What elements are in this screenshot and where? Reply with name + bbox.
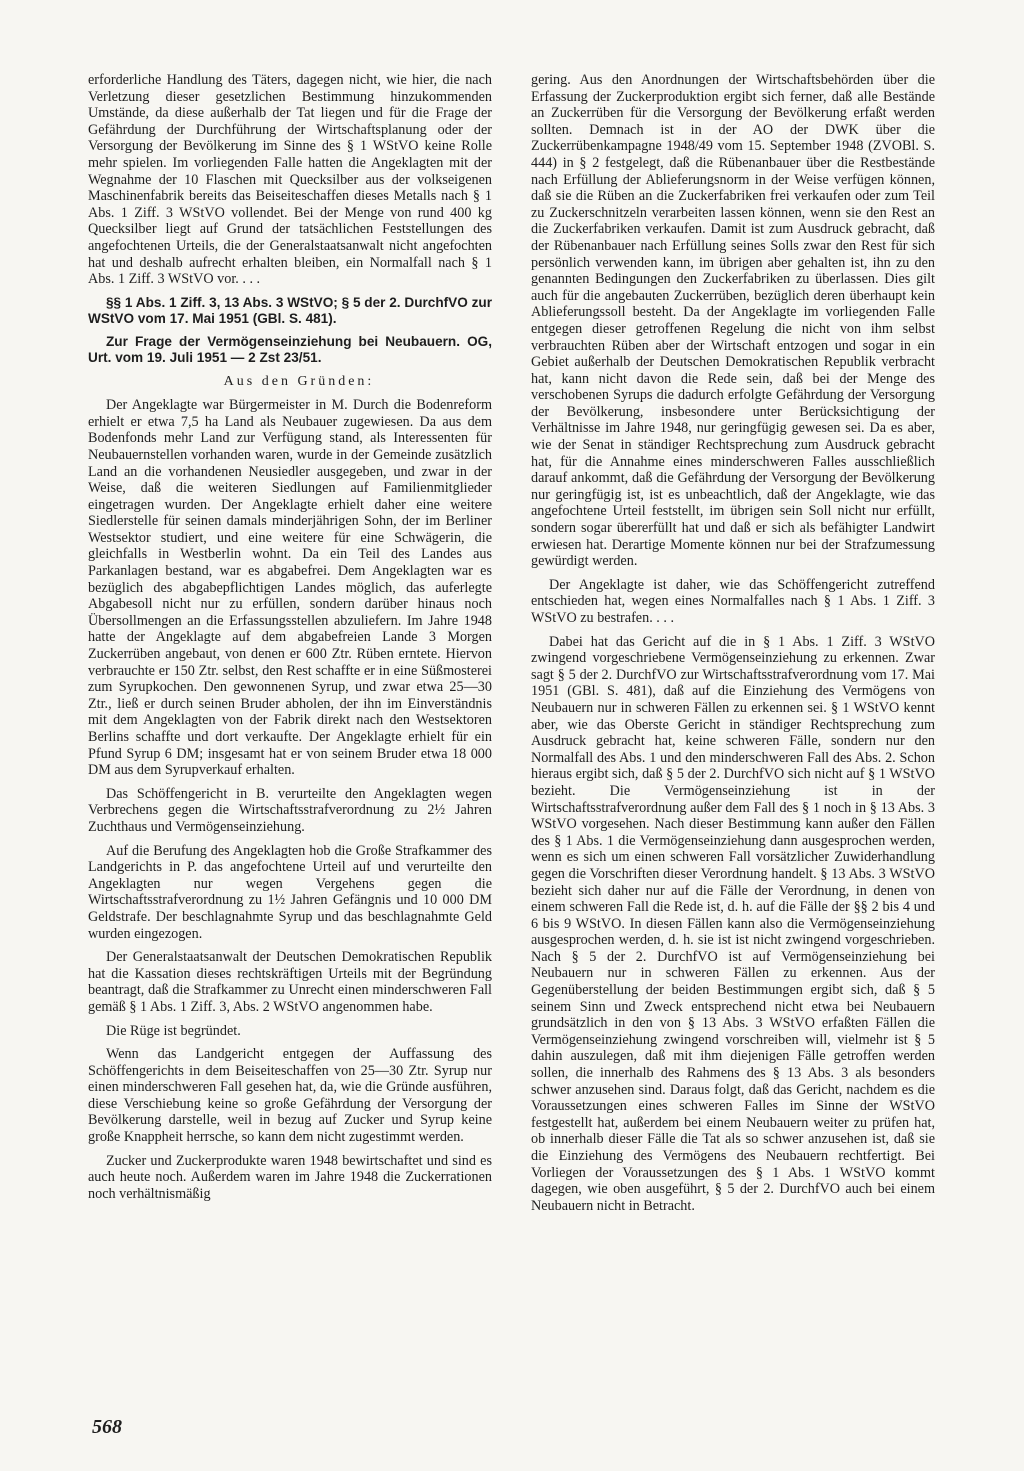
paragraph-intro: erforderliche Handlung des Täters, dagegen nicht, wie hier, die nach Verletzung dieser gesetzlichen Bestimmung hinzukommenden Umstände, da diese außerhalb der Tat liegen und für die Frage der Gefährdung der Durchführung der Wirtschaftsplanung oder der Versorgung der Bevölkerung im Sinne des § 1 WStVO keine Rolle mehr spielen. Im vorliegenden Falle hatten die Angeklagten mit der Wegnahme der 10 Flaschen mit Quecksilber aus der volkseigenen Maschinenfabrik bereits das Beiseiteschaffen dieses Metalls nach § 1 Abs. 1 Ziff. 3 WStVO vollendet. Bei der Menge von rund 400 kg Quecksilber liegt auf Grund der tatsächlichen Feststellungen des angefochtenen Urteils, die der Generalstaatsanwalt nicht angefochten hat und deshalb aufrecht erhalten bleiben, ein Normalfall nach § 1 Abs. 1 Ziff. 3 WStVO vor. . . . — [88, 72, 492, 288]
grounds-heading: Aus den Gründen: — [223, 373, 375, 389]
paragraph-continuation: gering. Aus den Anordnungen der Wirtschaftsbehörden über die Erfassung der Zuckerproduktion ergibt sich ferner, daß alle Bestände an Zuckerrüben für die Versorgung der Bevölkerung erfaßt werden sollten. Demnach ist in der AO der DWK über die Zuckerrübenkampagne 1948/49 vom 15. September 1948 (ZVOBl. S. 444) in § 2 festgelegt, daß die Rübenanbauer über die Restbestände nach Erfüllung der Ablieferungsnorm in der Weise verfügen können, daß sie die Rüben an die Zuckerfabriken frei verkaufen oder zum Teil zu Zuckerschnitzeln verarbeiten lassen können, wenn sie den Rest an die Zuckerfabriken verkaufen. Damit ist zum Ausdruck gebracht, daß der Rübenanbauer nach Erfüllung seines Solls zwar den Rest für sich persönlich verwenden kann, im übrigen aber gehalten ist, ihn zu den genannten Bedingungen den Zuckerfabriken zu überlassen. Dies gilt auch für die angebauten Zuckerrüben, bezüglich deren überhaupt kein Ablieferungssoll besteht. Da der Angeklagte im vorliegenden Falle entgegen dieser getroffenen Regelung die nicht von ihm selbst verbrauchten Rüben aber der Wirtschaft entzogen und sogar in ein Gebiet außerhalb der Deutschen Demokratischen Republik verbracht hat, kann nicht davon die Rede sein, daß bei der Menge des verschobenen Syrups die dadurch erfolgte Gefährdung der Versorgung der Bevölkerung, insbesondere unter Berücksichtigung der Verhältnisse im Jahre 1948, nur geringfügig gewesen sei. Da es aber, wie der Senat in ständiger Rechtsprechung zum Ausdruck gebracht hat, für die Annahme eines minderschweren Falles ausschließlich darauf ankommt, daß die Gefährdung der Versorgung der Bevölkerung nur geringfügig ist, ist es unbeachtlich, daß der Angeklagte, wie das angefochtene Urteil feststellt, im übrigen sein Soll nicht nur erfüllt, sondern sogar übererfüllt hat und daß er sich als befähigter Landwirt erwiesen hat. Derartige Momente können nur bei der Strafzumessung gewürdigt werden. — [531, 72, 935, 570]
paragraph-complaint: Die Rüge ist begründet. — [106, 1022, 241, 1039]
paragraph-reasoning: Wenn das Landgericht entgegen der Auffassung des Schöffengerichts in dem Beiseiteschaffen von 25—30 Ztr. Syrup nur einen minderschweren Fall gesehen hat, da, wie die Gründe ausführen, diese Verschiebung keine so große Gefährdung der Versorgung der Bevölkerung darstelle, weil in bezug auf Zucker und Syrup keine große Knappheit herrsche, so kann dem nicht zugestimmt werden. — [88, 1046, 492, 1146]
paragraph-confiscation: Dabei hat das Gericht auf die in § 1 Abs. 1 Ziff. 3 WStVO zwingend vorgeschriebene Vermögenseinziehung zu erkennen. Zwar sagt § 5 der 2. DurchfVO zur Wirtschaftsstrafverordnung vom 17. Mai 1951 (GBl. S. 481), daß auf die Einziehung des Vermögens von Neubauern nur in schweren Fällen zu erkennen sei. § 1 WStVO kennt aber, wie das Oberste Gericht in ständiger Rechtsprechung zum Ausdruck gebracht hat, keine schweren Fälle, sondern nur den Normalfall des Abs. 1 und den minderschweren Fall des Abs. 2. Schon hieraus ergibt sich, daß § 5 der 2. DurchfVO sich nicht auf § 1 WStVO bezieht. Die Vermögenseinziehung ist in der Wirtschaftsstrafverordnung außer dem Fall des § 1 noch in § 13 Abs. 3 WStVO vorgesehen. Nach dieser Bestimmung kann außer den Fällen des § 1 Abs. 1 die Vermögenseinziehung dann ausgesprochen werden, wenn es sich um einen schweren Fall vorsätzlicher Zuwiderhandlung gegen die Vorschriften dieser Verordnung handelt. § 13 Abs. 3 WStVO bezieht sich daher nur auf die Fälle der Verordnung, in denen von einem schweren Fall die Rede ist, d. h. auf die Fälle der §§ 2 bis 4 und 6 bis 9 WStVO. In diesen Fällen kann also die Vermögenseinziehung ausgesprochen werden, d. h. sie ist ist nicht zwingend vorgeschrieben. Nach § 5 der 2. DurchfVO ist auf Vermögenseinziehung bei Neubauern nur in schweren Fällen zu erkennen. Aus der Gegenüberstellung der beiden Bestimmungen ergibt sich, daß § 5 seinem Sinn und Zweck entsprechend nicht etwa bei Neubauern grundsätzlich in den von § 13 Abs. 3 WStVO erfaßten Fällen die Vermögenseinziehung zwingend vorschreiben will, vielmehr ist § 5 dahin auszulegen, daß mit ihm diejenigen Fälle getroffen werden sollen, die innerhalb des Rahmens des § 13 Abs. 3 als besonders schwer anzusehen sind. Daraus folgt, daß das Gericht, nachdem es die Voraussetzungen eines schweren Falles im Sinne der WStVO festgestellt hat, außerdem bei einem Neubauern weiter zu prüfen hat, ob innerhalb dieser Fälle die Tat als so schwer anzusehen ist, daß sie die Einziehung des Vermögens des Neubauern rechtfertigt. Bei Vorliegen der Voraussetzungen des § 1 Abs. 1 WStVO kommt dagegen, wie oben ausgeführt, § 5 der 2. DurchfVO auch bei einem Neubauern nicht in Betracht. — [531, 633, 935, 1214]
paragraph-cassation: Der Generalstaatsanwalt der Deutschen Demokratischen Republik hat die Kassation dieses rechtskräftigen Urteils mit der Begründung beantragt, daß die Strafkammer zu Unrecht einen minderschweren Fall gemäß § 1 Abs. 1 Ziff. 3, Abs. 2 WStVO angenommen habe. — [88, 949, 492, 1015]
paragraph-appeal: Auf die Berufung des Angeklagten hob die Große Strafkammer des Landgerichts in P. das angefochtene Urteil auf und verurteilte den Angeklagten nur wegen Vergehens gegen die Wirtschaftsstrafverordnung zu 1½ Jahren Gefängnis und 10 000 DM Geldstrafe. Der beschlagnahmte Syrup und das beschlagnahmte Geld wurden eingezogen. — [88, 842, 492, 942]
statute-heading: §§ 1 Abs. 1 Ziff. 3, 13 Abs. 3 WStVO; § 5 der 2. DurchfVO zur WStVO vom 17. Mai 1951 (GBl. S. 481). — [88, 294, 492, 326]
right-column — [531, 72, 935, 1221]
paragraph-sugar: Zucker und Zuckerprodukte waren 1948 bewirtschaftet und sind es auch heute noch. Außerdem waren im Jahre 1948 die Zuckerrationen noch verhältnismäßig — [88, 1152, 492, 1202]
paragraph-facts: Der Angeklagte war Bürgermeister in M. Durch die Bodenreform erhielt er etwa 7,5 ha Land als Neubauer zugewiesen. Da aus dem Bodenfonds mehr Land zur Verfügung stand, als Interessenten für Neubauernstellen vorhanden waren, wurde in der Gemeinde zusätzlich Land an die vorhandenen Neusiedler ausgegeben, und zwar in der Weise, daß die weiteren Siedlungen auf Familienmitglieder eingetragen wurden. Der Angeklagte erhielt daher eine weitere Siedlerstelle für seinen damals minderjährigen Sohn, der im Berliner Westsektor studiert, und eine weitere für eine Schwägerin, die gleichfalls in Westberlin wohnt. Da ein Teil des Landes aus Parkanlagen bestand, war es abgabefrei. Dem Angeklagten war es bezüglich des abgabepflichtigen Landes möglich, das auferlegte Abgabesoll nicht nur zu erfüllen, sondern darüber hinaus noch Übersollmengen an die Erfassungsstellen abzuliefern. Im Jahre 1948 hatte der Angeklagte auf dem abgabefreien Lande 3 Morgen Zuckerrüben angebaut, von denen er 600 Ztr. Rüben erntete. Hiervon verbrauchte er 150 Ztr. selbst, den Rest schaffte er in eine Süßmosterei zum Syrupkochen. Den gewonnenen Syrup, und zwar etwa 25—30 Ztr., ließ er durch seinen Bruder abholen, der ihn im Einverständnis mit dem Angeklagten von der Fabrik direkt nach den Westsektoren Berlins schaffte und dort verkaufte. Der Angeklagte erhielt für ein Pfund Syrup 6 DM; insgesamt hat er von seinem Bruder etwa 18 000 DM aus dem Syrupverkauf erhalten. — [88, 397, 492, 779]
paragraph-conclusion: Der Angeklagte ist daher, wie das Schöffengericht zutreffend entschieden hat, wegen eines Normalfalles nach § 1 Abs. 1 Ziff. 3 WStVO zu bestrafen. . . . — [531, 576, 935, 626]
topic-heading: Zur Frage der Vermögenseinziehung bei Neubauern. OG, Urt. vom 19. Juli 1951 — 2 Zst 23/51. — [88, 334, 492, 366]
page-number: 568 — [92, 1416, 122, 1438]
left-column — [88, 72, 492, 1209]
paragraph-first-instance: Das Schöffengericht in B. verurteilte den Angeklagten wegen Verbrechens gegen die Wirtschaftsstrafverordnung zu 2½ Jahren Zuchthaus und Vermögenseinziehung. — [88, 785, 492, 835]
